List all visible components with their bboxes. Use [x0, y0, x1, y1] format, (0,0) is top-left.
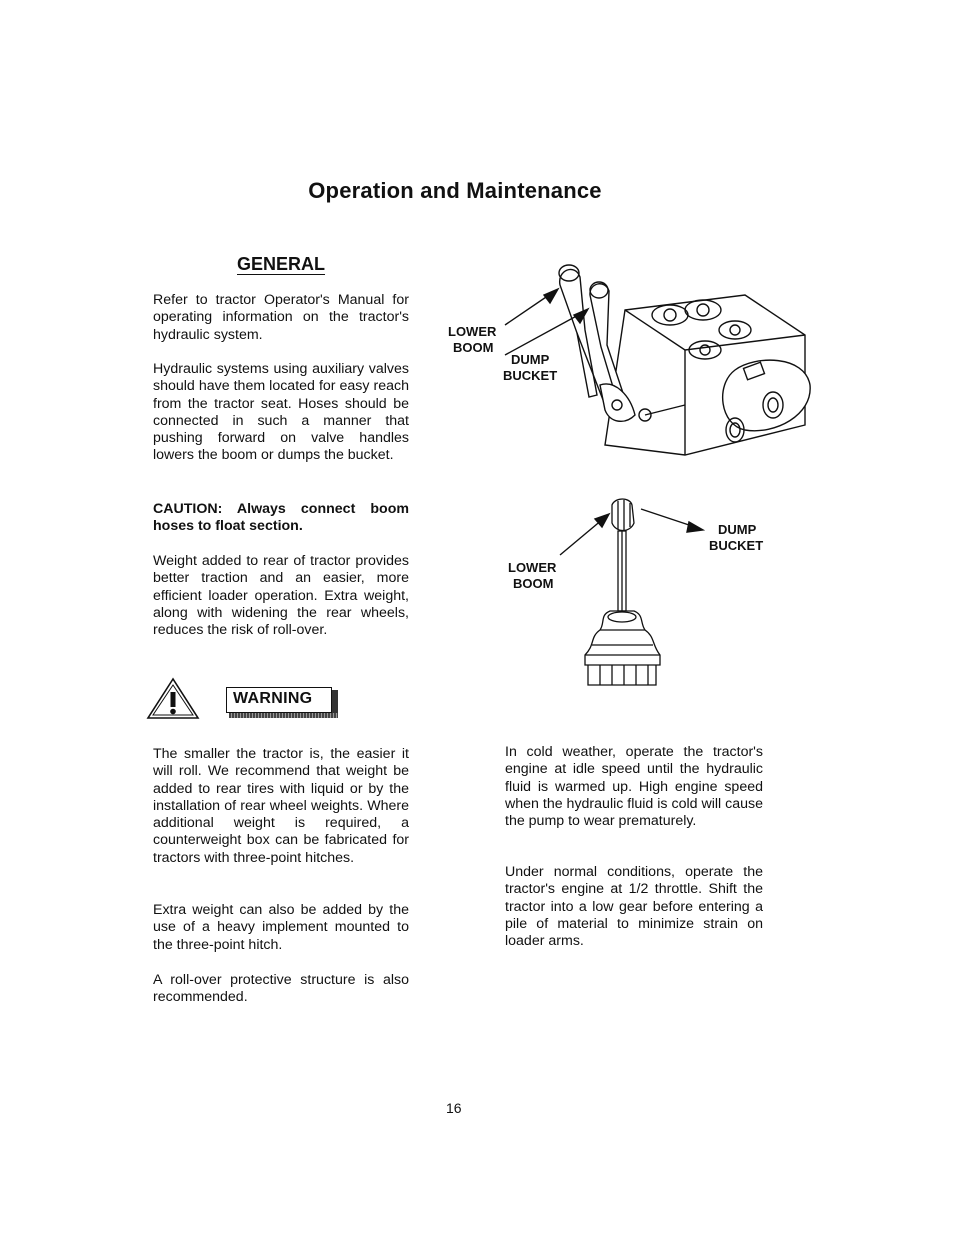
- valve-label-lower-boom: LOWER BOOM: [448, 324, 497, 355]
- cold-weather-paragraph-1: In cold weather, operate the tractor's engine at idle speed until the hydraulic fluid is warmed up. High engine speed when the hydraulic fluid is cold will cause the pump to wear prematurely.: [505, 744, 763, 830]
- general-paragraph-2: Hydraulic systems using auxiliary valves should have them located for easy reach from the tractor seat. Hoses should be connected in such a manner that pushing forward on valve handles lowers the boom or dumps the bucket.: [153, 361, 409, 464]
- page-title: Operation and Maintenance: [308, 178, 602, 203]
- warning-triangle-icon: [145, 676, 201, 722]
- joystick-label-lower-boom: LOWER BOOM: [508, 560, 557, 591]
- general-paragraph-3: Weight added to rear of tractor provides better traction and an easier, more efficient loader operation. Extra weight, along with widening the rear wheels, reduces the risk of roll-over.: [153, 553, 409, 639]
- general-paragraph-1: Refer to tractor Operator's Manual for operating information on the tractor's hydraulic system.: [153, 292, 409, 343]
- warning-paragraph-3: A roll-over protective structure is also recommended.: [153, 972, 409, 1006]
- valve-label-dump-bucket: DUMP BUCKET: [503, 352, 558, 383]
- joystick-arrows: [555, 505, 715, 565]
- warning-box: [226, 687, 338, 717]
- page-number: 16: [446, 1100, 462, 1116]
- general-heading: GENERAL: [237, 254, 326, 274]
- warning-paragraph-2: Extra weight can also be added by the use of a heavy implement mounted to the three-point hitch.: [153, 902, 409, 953]
- warning-label: WARNING: [233, 690, 313, 707]
- joystick-label-dump-bucket: DUMP BUCKET: [709, 522, 764, 553]
- caution-text: CAUTION: Always connect boom hoses to float section.: [153, 501, 409, 535]
- cold-weather-paragraph-2: Under normal conditions, operate the tractor's engine at 1/2 throttle. Shift the tractor into a low gear before entering a pile of material to minimize strain on loader arms.: [505, 864, 763, 950]
- warning-paragraph-1: The smaller the tractor is, the easier it will roll. We recommend that weight be added to rear tires with liquid or by the installation of rear wheel weights. Where additional weight is required, a counterweight box can be fabricated for tractors with three-point hitches.: [153, 746, 409, 866]
